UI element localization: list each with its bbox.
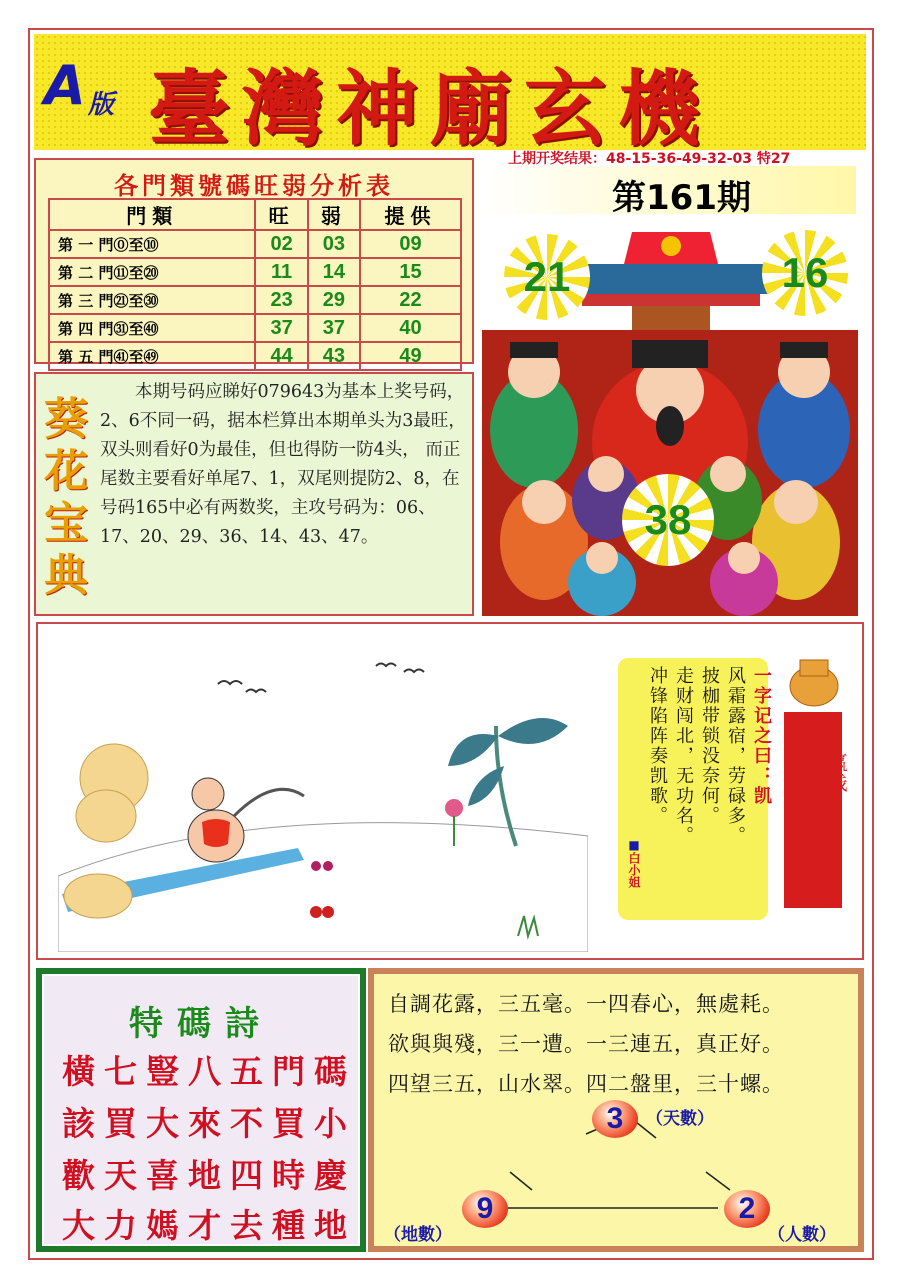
scroll-line: 披枷带锁没奈何。: [699, 666, 720, 826]
page-title: 臺灣神廟玄機: [148, 61, 713, 157]
cartoon-picture: [58, 636, 588, 952]
special-poem-line: 大力媽才去種地: [62, 1206, 356, 1245]
table-row: [49, 258, 461, 286]
logo-letter: A: [44, 54, 86, 117]
lucky-ball-right: 16: [762, 230, 848, 316]
scroll-heading: 一字记之曰：凯: [751, 666, 772, 806]
issue-number: 第161期: [612, 178, 751, 218]
number-poem-line: 自調花露，三五毫。一四春心，無處耗。: [388, 992, 784, 1016]
jinnang-bag: [784, 652, 848, 912]
tigong-cell: 49: [360, 342, 461, 370]
di-label: （地數）: [384, 1225, 452, 1245]
bag-text-jinnang: 锦囊: [792, 792, 816, 832]
table-row: [49, 230, 461, 258]
table-row: [49, 342, 461, 370]
wang-cell: 11: [255, 258, 307, 286]
row-label: 第 一 門⓪至⑩: [49, 230, 255, 258]
tian-label: （天數）: [646, 1109, 714, 1129]
number-poem-line: 欲與與殘，三一遭。一三連五，真正好。: [388, 1032, 784, 1056]
temple-illustration: [482, 212, 858, 616]
special-poem-line: 橫七豎八五門碼: [62, 1052, 356, 1091]
kuihua-text: 本期号码应睇好079643为基本上奖号码，2、6不同一码，据本栏算出本期单头为3最旺，双头则看好0为最佳，但也得防一防4头， 而正尾数主要看好单尾7、1，双尾则提防2、8，在号码165中必有两数奖，主攻号码为：06、17、20、29、36、14、43、47。: [100, 382, 466, 547]
special-poem-line: 歡天喜地四時慶: [62, 1156, 356, 1195]
row-label: 第 四 門㉛至㊵: [49, 314, 255, 342]
analysis-table-title: 各門類號碼旺弱分析表: [114, 172, 394, 200]
scroll-line: 走财闯北，无功名。: [673, 666, 694, 846]
wang-cell: 37: [255, 314, 307, 342]
row-label: 第 三 門㉑至㉚: [49, 286, 255, 314]
column-header: 提供: [360, 199, 461, 230]
special-poem-line: 該買大來不買小: [62, 1104, 356, 1143]
scroll-line: 风霜露宿，劳碌多。: [725, 666, 746, 846]
column-header: 弱: [308, 199, 360, 230]
row-label: 第 二 門⑪至⑳: [49, 258, 255, 286]
kuihua-panel: [34, 372, 474, 616]
tian-number: 3: [592, 1100, 638, 1138]
ruo-cell: 29: [308, 286, 360, 314]
cartoon-scene: [58, 636, 588, 952]
lucky-ball-left: 21: [504, 234, 590, 320]
column-header: 門類: [49, 199, 255, 230]
table-header-row: [49, 199, 461, 230]
author-mark: ■: [627, 838, 641, 852]
wang-cell: 44: [255, 342, 307, 370]
table-row: [49, 286, 461, 314]
analysis-table-panel: [34, 158, 474, 367]
tigong-cell: 15: [360, 258, 461, 286]
ruo-cell: 14: [308, 258, 360, 286]
author-name: 白小姐: [627, 852, 641, 888]
bag-text-winmoney: 赢钱: [824, 752, 848, 792]
tigong-cell: 22: [360, 286, 461, 314]
wang-cell: 02: [255, 230, 307, 258]
ruo-cell: 37: [308, 314, 360, 342]
number-poem-line: 四望三五，山水翠。四二盤里，三十螺。: [388, 1072, 784, 1096]
bag-knot-icon: [784, 652, 844, 712]
kuihua-title: 葵花宝典: [44, 394, 88, 601]
ruo-cell: 43: [308, 342, 360, 370]
ren-label: （人數）: [768, 1225, 836, 1245]
special-code-poem-panel: [36, 968, 366, 1252]
scroll-author: [626, 838, 643, 888]
logo-suffix: 版: [88, 90, 115, 120]
column-header: 旺: [255, 199, 307, 230]
last-result: 上期开奖结果：48-15-36-49-32-03 特27: [508, 151, 791, 167]
ruo-cell: 03: [308, 230, 360, 258]
lucky-ball-center: 38: [622, 474, 714, 566]
analysis-table: [48, 198, 462, 371]
di-number: 9: [462, 1190, 508, 1228]
tigong-cell: 09: [360, 230, 461, 258]
scroll-line: 冲锋陷阵奏凯歌。: [647, 666, 668, 826]
number-poem-panel: [368, 968, 864, 1252]
table-row: [49, 314, 461, 342]
special-poem-title: 特碼詩: [129, 1004, 273, 1044]
row-label: 第 五 門㊶至㊾: [49, 342, 255, 370]
wang-cell: 23: [255, 286, 307, 314]
edition-logo: [44, 54, 130, 124]
ren-number: 2: [724, 1190, 770, 1228]
poem-scroll: [598, 648, 794, 940]
tigong-cell: 40: [360, 314, 461, 342]
